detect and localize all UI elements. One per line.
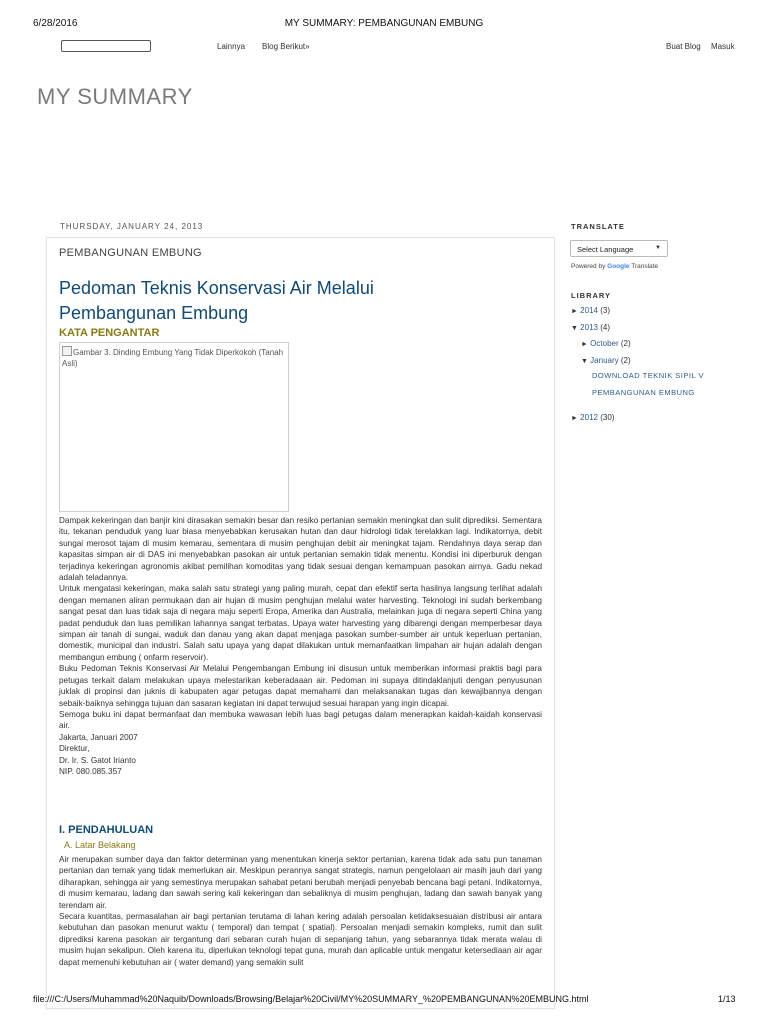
archive-count: (2) [620, 339, 631, 348]
collapse-arrow-icon[interactable]: ▼ [581, 358, 588, 365]
post-title-line-2[interactable]: Pembangunan Embung [59, 303, 249, 323]
archive-post-link[interactable]: PEMBANGUNAN EMBUNG [592, 388, 695, 397]
archive-month-october[interactable] [581, 339, 631, 348]
google-logo-text[interactable]: Google [607, 263, 630, 270]
blog-title[interactable]: MY SUMMARY [37, 84, 193, 109]
paragraph: Semoga buku ini dapat bermanfaat dan membuka wawasan lebih luas bagi petugas dalam menerapkan kaidah-kaidah konservasi air. [59, 709, 542, 731]
image-alt-label: Gambar 3. Dinding Embung Yang Tidak Diperkokoh (Tanah Asli) [62, 348, 284, 368]
archive-year-label[interactable]: 2013 [580, 323, 598, 332]
paragraph: Buku Pedoman Teknis Konservasi Air Melalui Pengembangan Embung ini disusun untuk memberikan informasi praktis bagi para petugas terkait dalam melakukan upaya melestarikan keberadaaan air. Pedoman ini supaya ditindaklanjuti dengan penyusunan juklak di propinsi dan juknis di kabupaten agar petugas dapat memahami dan melaksanakan tugas dan kewajibannya dengan sebaik-baiknya sehingga tujuan dan sasaran kegiatan ini dapat terwujud sesuai harapan yang ingin dicapai. [59, 664, 542, 708]
subsection-latar-belakang: A. Latar Belakang [64, 840, 136, 850]
dropdown-arrow-icon: ▼ [655, 245, 661, 251]
post-body [59, 515, 542, 777]
signature-role: Direktur, [59, 744, 90, 754]
paragraph: Untuk mengatasi kekeringan, maka salah satu strategi yang paling murah, cepat dan efektif serta hasilnya langsung terlihat adalah dengan memanen aliran permukaan dan air hujan di musim penghujan melalui water harvesting. Teknologi ini sudah berkembang sangat pesat dan luas tidak saja di negara maju seperti Eropa, Amerika dan Australia, melainkan juga di negara seperti China yang padat penduduk dan luas pemilikan lahannya sangat terbatas. Upaya water harvesting yang dibarengi dengan memperbesar daya simpan air tanah di sungai, waduk dan danau yang akan dapat menjaga pasokan sumber-sumber air untuk keperluan pertanian, domestik, municipal dan industri. Salah satu upaya yang dapat dilakukan untuk memanfaatkan limpahan air hujan adalah dengan membangun embung ( onfarm reservoir). [59, 584, 542, 662]
post-label-heading: PEMBANGUNAN EMBUNG [59, 247, 202, 259]
navbar-next-link[interactable]: Lainnya [217, 42, 246, 51]
archive-count: (4) [600, 323, 610, 332]
archive-month-label[interactable]: January [590, 356, 619, 365]
navbar-next-blog-link[interactable]: Blog Berikut» [262, 42, 310, 51]
language-select[interactable] [570, 240, 668, 257]
image-alt-text [62, 346, 284, 369]
archive-year-label[interactable]: 2014 [580, 306, 598, 315]
print-date: 6/28/2016 [33, 18, 78, 29]
section-pendahuluan: I. PENDAHULUAN [59, 824, 154, 836]
expand-arrow-icon[interactable]: ► [571, 415, 578, 422]
post-title[interactable] [59, 276, 489, 326]
archive-year-2013[interactable] [571, 323, 610, 332]
language-select-value: Select Language [577, 245, 634, 254]
powered-by-google-translate [571, 263, 658, 270]
translate-link[interactable]: Translate [631, 263, 659, 270]
archive-month-january[interactable] [581, 356, 631, 365]
print-page-number: 1/13 [718, 994, 736, 1004]
signature-nip: NIP. 080.085.357 [59, 766, 122, 776]
archive-year-2014[interactable] [571, 306, 610, 315]
archive-year-label[interactable]: 2012 [580, 413, 598, 422]
paragraph: Air merupakan sumber daya dan faktor determinan yang menentukan kinerja sektor pertanian, karena tidak ada satu pun tanaman pertanian dan ternak yang tidak memerlukan air. Meskipun perannya sangat strategis, namun pengelolaan air masih jauh dari yang diharapkan, sehingga air yang semestinya merupakan sahabat petani berubah menjadi penyebab bencana bagi petani. Indikatornya, di musim kemarau, ladang dan sawah sering kali kekeringan dan sebaliknya di musim penghujan, ladang dan sawah banyak yang terendam air. [59, 855, 542, 910]
signature-place-date: Jakarta, Januari 2007 [59, 732, 138, 742]
print-file-path: file:///C:/Users/Muhammad%20Naquib/Downloads/Browsing/Belajar%20Civil/MY%20SUMMARY_%20PEMBANGUNAN%20EMBUNG.html [33, 994, 589, 1004]
signature-name: Dr. Ir. S. Gatot Irianto [59, 755, 136, 765]
navbar-search-input[interactable] [61, 40, 151, 52]
collapse-arrow-icon[interactable]: ▼ [571, 325, 578, 332]
post-title-line-1[interactable]: Pedoman Teknis Konservasi Air Melalui [59, 278, 374, 298]
powered-by-label: Powered by [571, 263, 606, 270]
archive-count: (3) [600, 306, 610, 315]
navbar-create-blog-link[interactable]: Buat Blog [666, 42, 701, 51]
archive-post-link[interactable]: DOWNLOAD TEKNIK SIPIL V [592, 371, 704, 380]
navbar-signin-link[interactable]: Masuk [711, 42, 735, 51]
archive-count: (30) [600, 413, 615, 422]
paragraph: Secara kuantitas, permasalahan air bagi pertanian terutama di lahan kering adalah persoalan ketidaksesuaian distribusi air antara kebutuhan dan pasokan menurut waktu ( temporal) dan tempat ( spatial). Persoalan menjadi semakin kompleks, rumit dan sulit diprediksi karena pasokan air tergantung dari sebaran curah hujan di sepanjang tahun, yang sebarannya tidak merata walau di musim hujan sekalipun. Oleh karena itu, diperlukan teknologi tepat guna, murah dan aplicable untuk mengatur ketersediaan air agar dapat memenuhi kebutuhan air ( water demand) yang semakin sulit [59, 912, 542, 967]
section-kata-pengantar: KATA PENGANTAR [59, 327, 160, 339]
archive-month-label[interactable]: October [590, 339, 619, 348]
expand-arrow-icon[interactable]: ► [581, 341, 588, 348]
post-date-header: THURSDAY, JANUARY 24, 2013 [60, 222, 204, 231]
archive-year-2012[interactable] [571, 413, 614, 422]
library-widget-title: LIBRARY [571, 291, 612, 300]
translate-widget-title: TRANSLATE [571, 222, 625, 231]
archive-count: (2) [620, 356, 631, 365]
print-title: MY SUMMARY: PEMBANGUNAN EMBUNG [284, 18, 484, 29]
post-image-placeholder [59, 342, 289, 512]
post-body-continued [59, 854, 542, 968]
expand-arrow-icon[interactable]: ► [571, 308, 578, 315]
broken-image-icon [62, 346, 72, 356]
paragraph: Dampak kekeringan dan banjir kini dirasakan semakin besar dan resiko pertanian semakin meningkat dan sulit diprediksi. Sementara itu, tekanan penduduk yang luar biasa menyebabkan kerusakan hutan dan daur hidrologi tidak terelakkan lagi. Indikatornya, debit sungai merosot tajam di musim kemarau, sementara di musim penghujan debit air meningkat tajam. Rendahnya daya serap dan kapasitas simpan air di DAS ini menyebabkan pasokan air untuk pertanian semakin tidak menentu. Kondisi ini diperburuk dengan terjadinya kekeringan agronomis akibat pemilihan komoditas yang tidak sesuai dengan kemampuan pasokan airnya. Gadu nekad adalah teladannya. [59, 516, 542, 583]
